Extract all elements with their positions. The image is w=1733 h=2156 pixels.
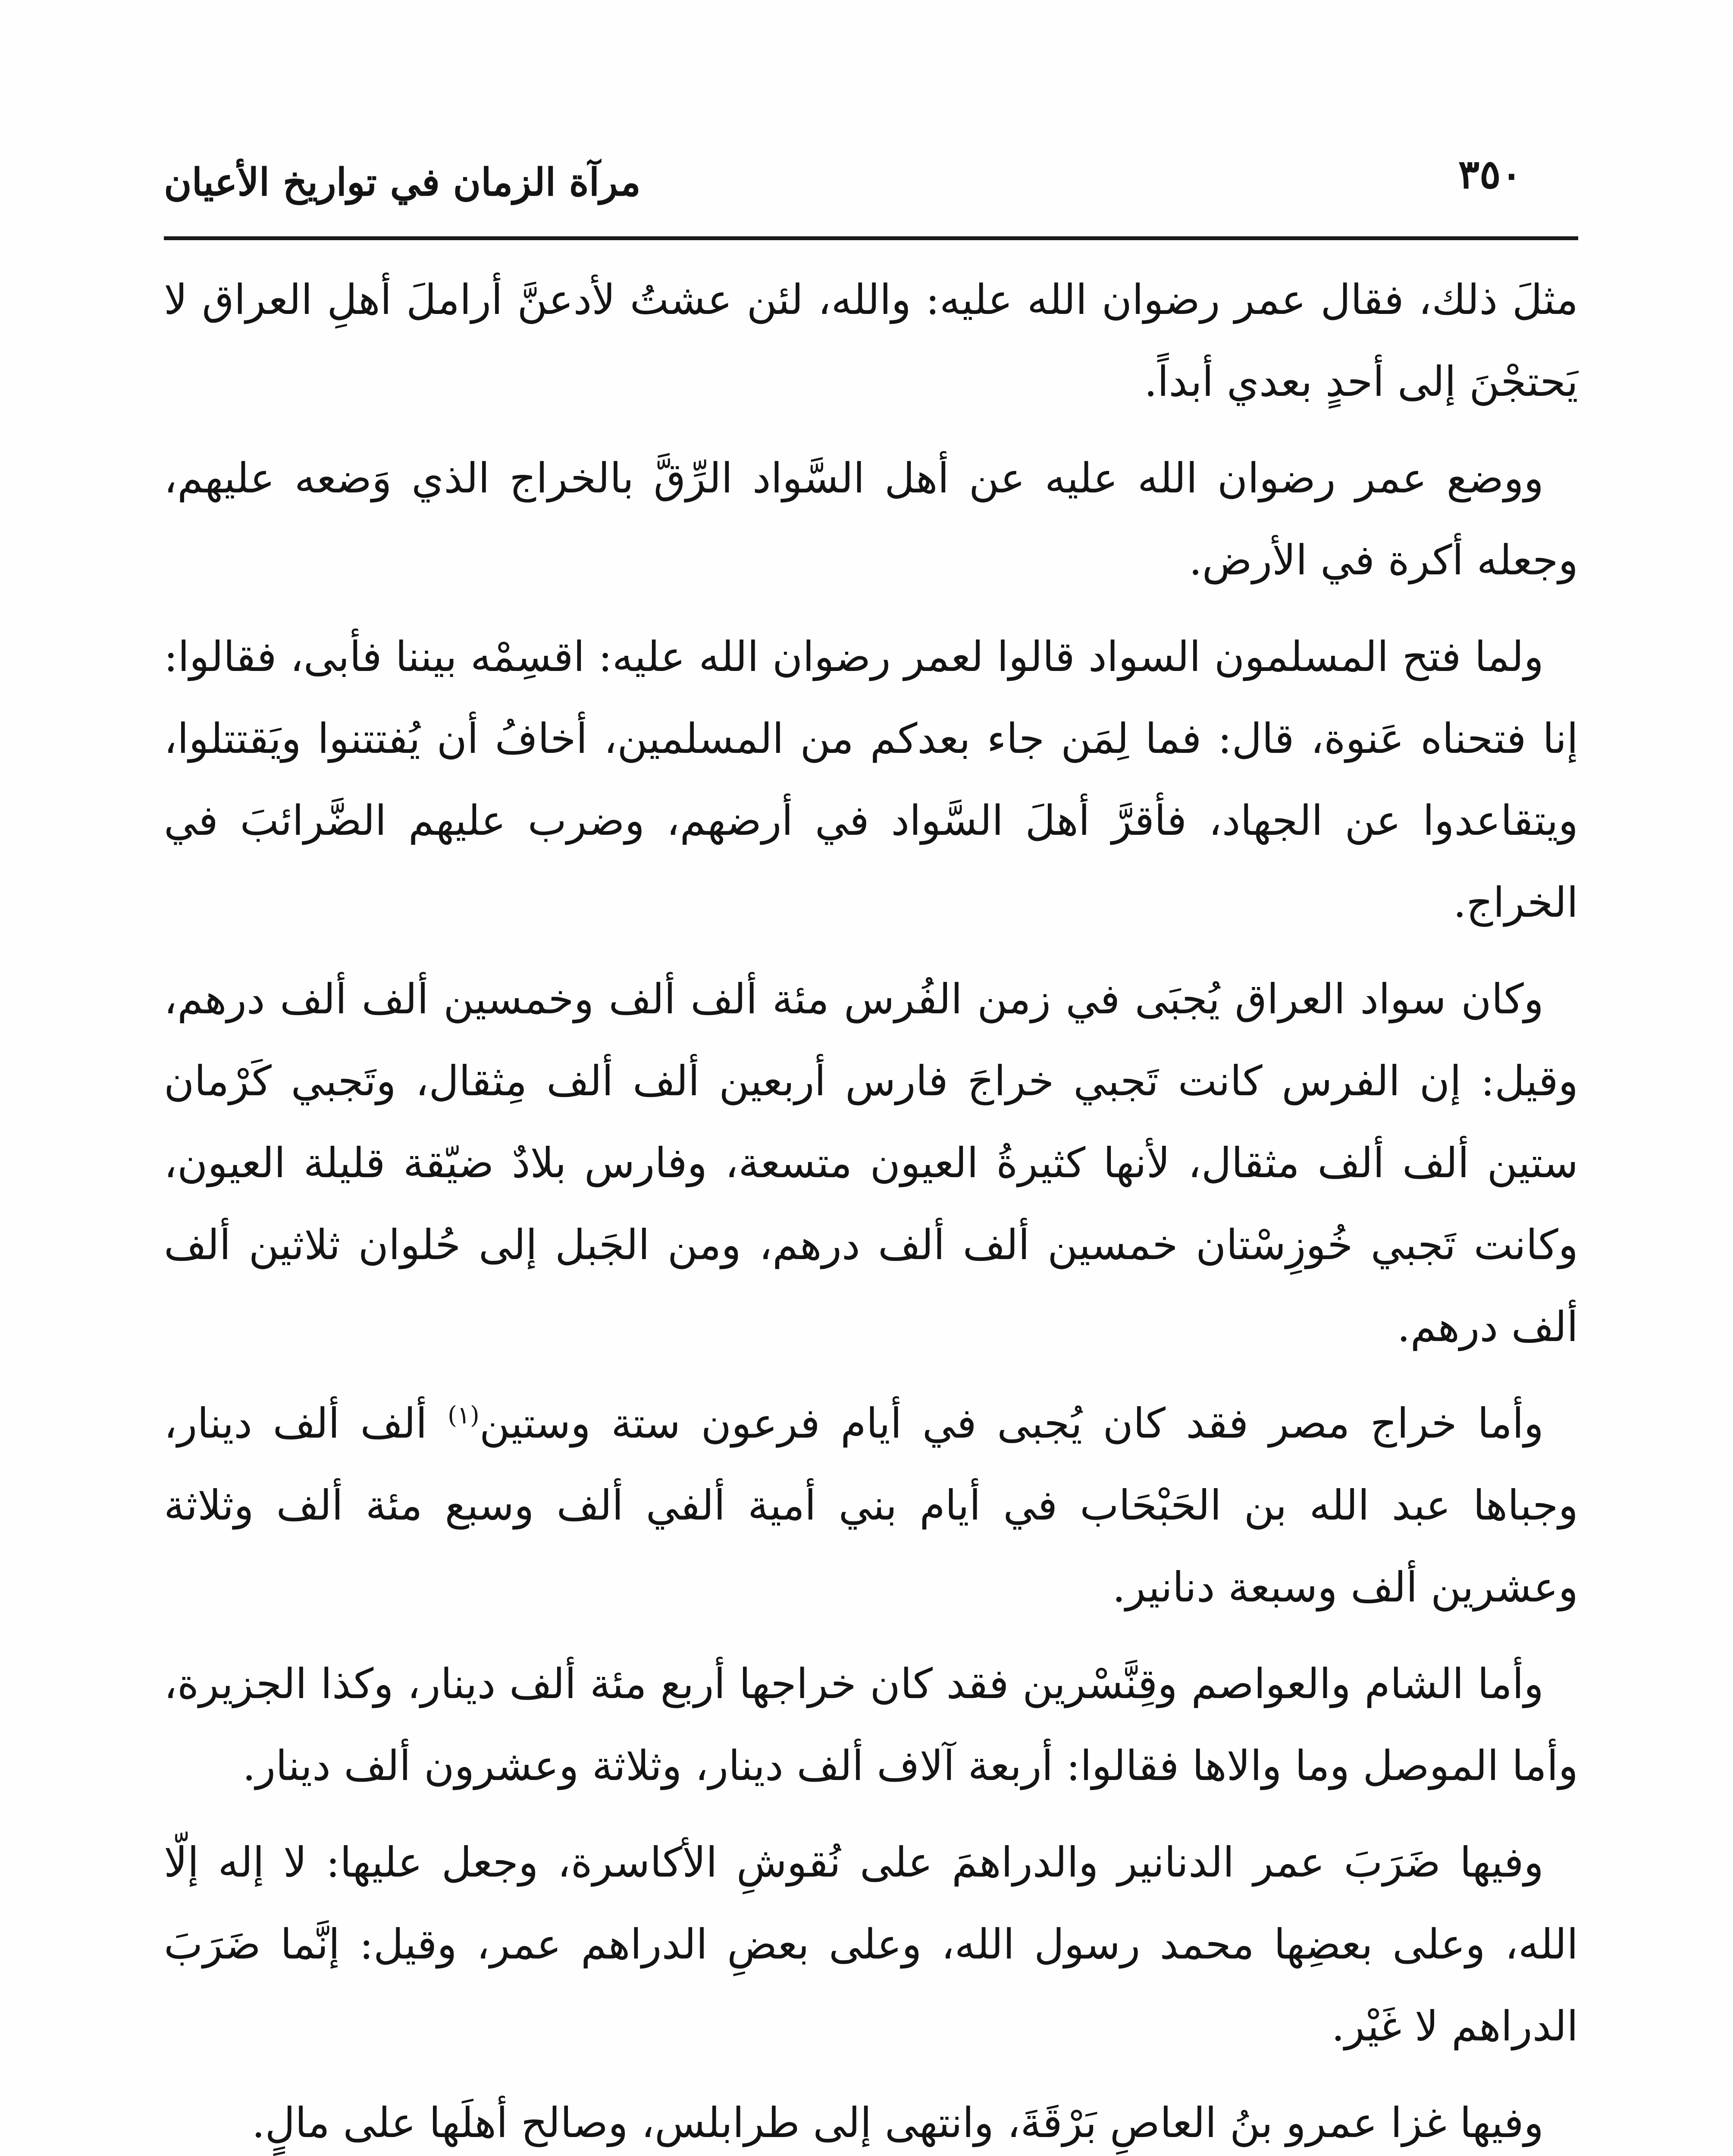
header-rule	[164, 236, 1578, 240]
paragraph-text: ألف ألف دينار، وجباها عبد الله بن الحَبْحَاب في أيام بني أمية ألفي ألف وسبع مئة ألف وثلاثة وعشرين ألف وسبعة دنانير.	[164, 1399, 1578, 1611]
book-title: مرآة الزمان في تواريخ الأعيان	[164, 160, 641, 204]
paragraph: وكان سواد العراق يُجبَى في زمن الفُرس مئة ألف ألف وخمسين ألف ألف درهم، وقيل: إن الفرس كانت تَجبي خراجَ فارس أربعين ألف ألف مِثقال، وتَجبي كَرْمان ستين ألف ألف مثقال، لأنها كثيرةُ العيون متسعة، وفارس بلادٌ ضيّقة قليلة العيون، وكانت تَجبي خُوزِسْتان خمسين ألف ألف درهم، ومن الجَبل إلى حُلوان ثلاثين ألف ألف درهم.	[164, 975, 1578, 1351]
paragraph: وفيها غزا عمرو بنُ العاصِ بَرْقَةَ، وانتهى إلى طرابلس، وصالح أهلَها على مالٍ.	[251, 2099, 1544, 2147]
footnote-reference[interactable]: (١)	[448, 1401, 479, 1429]
paragraph: وأما الشام والعواصم وقِنَّسْرين فقد كان خراجها أربع مئة ألف دينار، وكذا الجزيرة، وأما الموصل وما والاها فقالوا: أربعة آلاف ألف دينار، وثلاثة وعشرون ألف دينار.	[164, 1660, 1578, 1790]
paragraph-text: وأما خراج مصر فقد كان يُجبى في أيام فرعون ستة وستين	[479, 1399, 1544, 1448]
paragraph: ووضع عمر رضوان الله عليه عن أهل السَّواد الرِّقَّ بالخراج الذي وَضعه عليهم، وجعله أكرة في الأرض.	[164, 454, 1578, 584]
paragraph	[164, 1382, 1578, 1628]
running-header	[164, 142, 1578, 229]
paragraph: وفيها ضَرَبَ عمر الدنانير والدراهمَ على نُقوشِ الأكاسرة، وجعل عليها: لا إله إلّا الله، وعلى بعضِها محمد رسول الله، وعلى بعضِ الدراهم عمر، وقيل: إنَّما ضَرَبَ الدراهم لا غَيْر.	[164, 1838, 1578, 2050]
paragraph: مثلَ ذلك، فقال عمر رضوان الله عليه: والله، لئن عشتُ لأدعنَّ أراملَ أهلِ العراق لا يَحتجْنَ إلى أحدٍ بعدي أبداً.	[164, 276, 1578, 406]
paragraph: ولما فتح المسلمون السواد قالوا لعمر رضوان الله عليه: اقسِمْه بيننا فأبى، فقالوا: إنا فتحناه عَنوة، قال: فما لِمَن جاء بعدكم من المسلمين، أخافُ أن يُفتتنوا ويَقتتلوا، ويتقاعدوا عن الجهاد، فأقرَّ أهلَ السَّواد في أرضهم، وضرب عليهم الضَّرائبَ في الخراج.	[164, 633, 1578, 927]
main-text	[164, 259, 1578, 2156]
page-number: ٣٥٠	[1458, 151, 1522, 197]
